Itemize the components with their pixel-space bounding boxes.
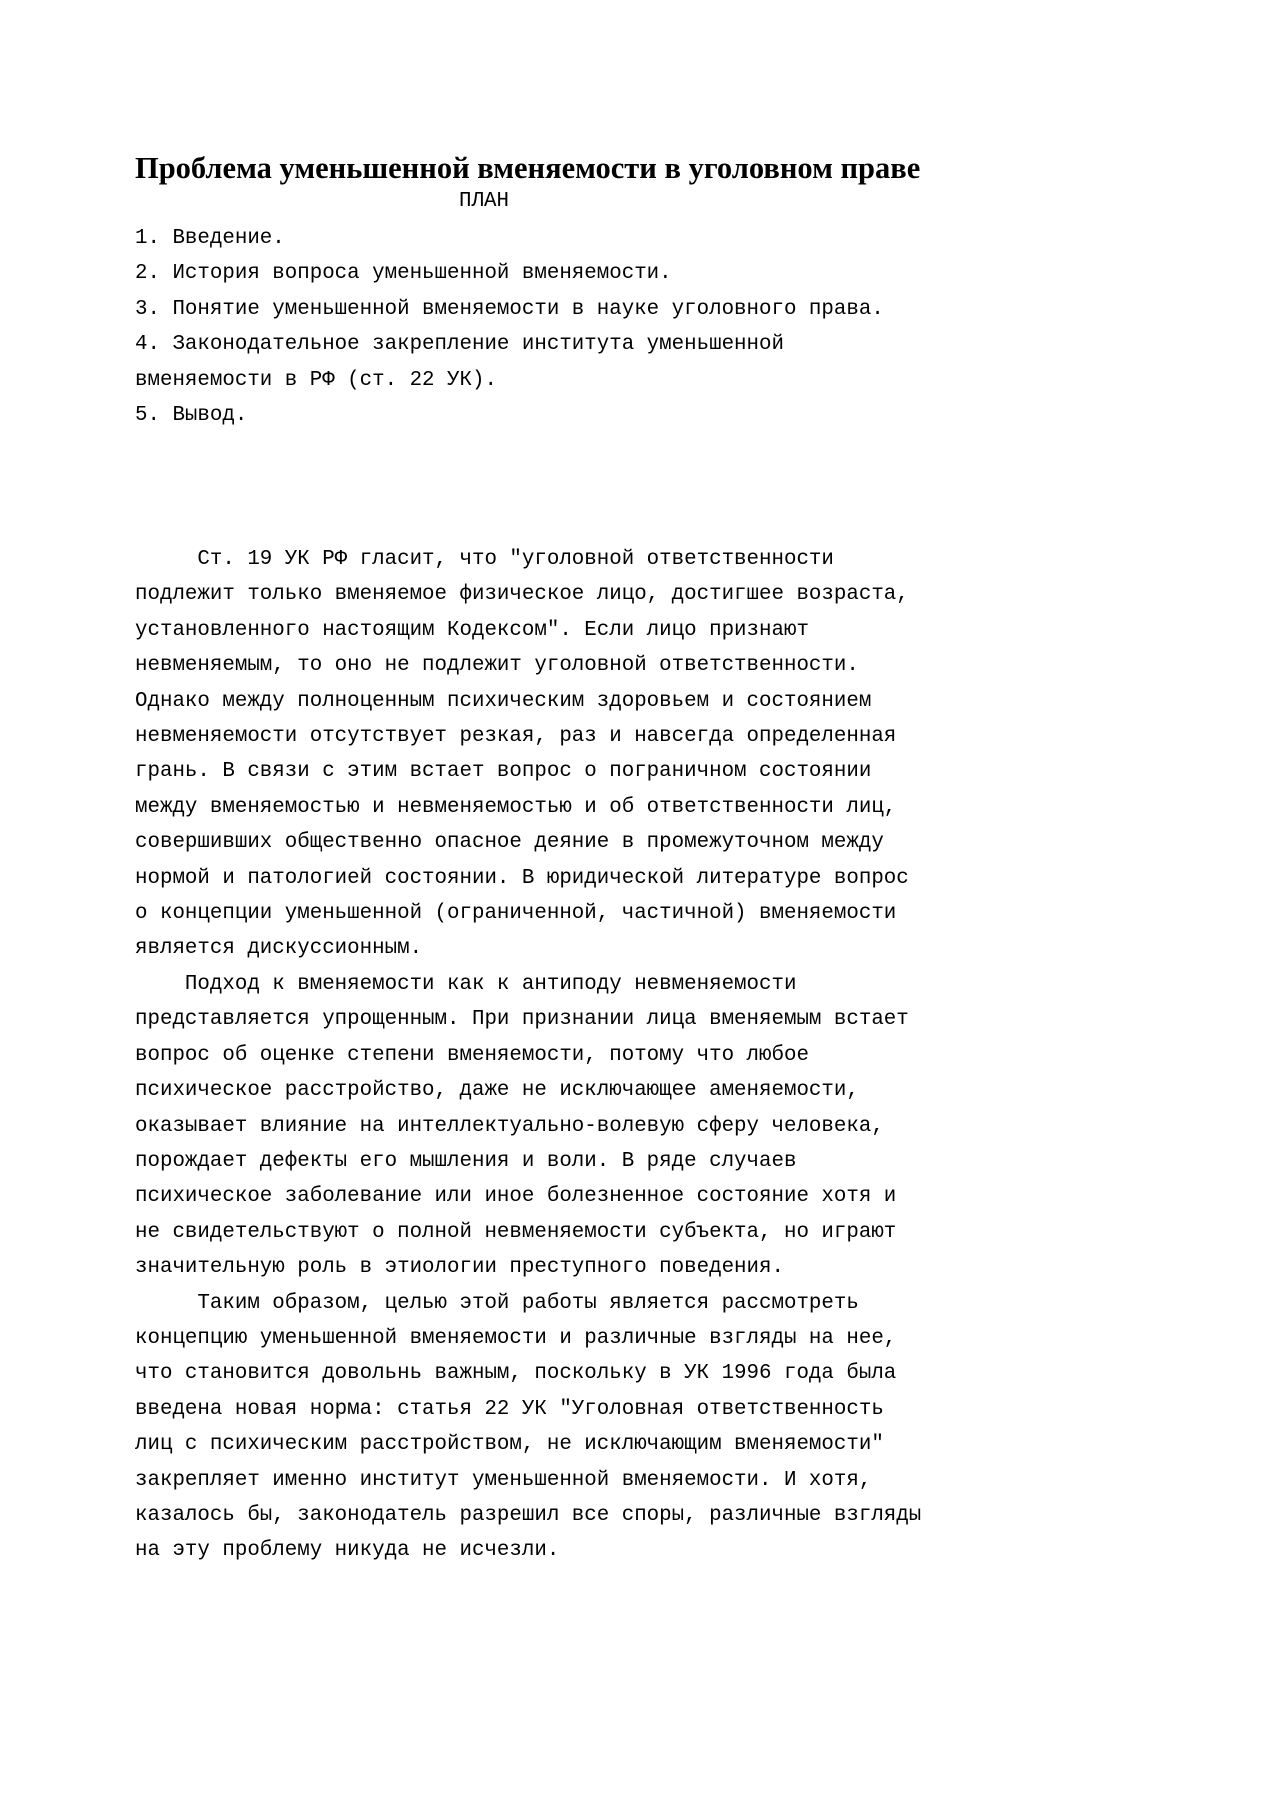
- document-header: [135, 148, 1145, 433]
- text-line: грань. В связи с этим встает вопрос о пограничном состоянии: [135, 760, 872, 784]
- text-line: психическое заболевание или иное болезненное состояние хотя и: [135, 1185, 897, 1209]
- text-line: Ст. 19 УК РФ гласит, что "уголовной ответственности: [135, 548, 834, 571]
- text-line: значительную роль в этиологии преступного поведения.: [135, 1256, 784, 1280]
- text-line: нормой и патологией состоянии. В юридической литературе вопрос: [135, 866, 909, 890]
- plan-item: 4. Законодательное закрепление института уменьшенной: [135, 333, 784, 357]
- text-line: невменяемости отсутствует резкая, раз и навсегда определенная: [135, 725, 897, 749]
- text-line: является дискуссионным.: [135, 937, 423, 961]
- text-line: представляется упрощенным. При признании лица вменяемым встает: [135, 1008, 909, 1032]
- text-line: порождает дефекты его мышления и воли. В ряде случаев: [135, 1149, 797, 1173]
- text-line: между вменяемостью и невменяемостью и об ответственности лиц,: [135, 795, 897, 819]
- text-line: подлежит только вменяемое физическое лицо, достигшее возраста,: [135, 583, 909, 607]
- plan-item: 1. Введение.: [135, 227, 285, 250]
- text-line: закрепляет именно институт уменьшенной вменяемости. И хотя,: [135, 1468, 872, 1492]
- plan-item: 3. Понятие уменьшенной вменяемости в науке уголовного права.: [135, 297, 884, 321]
- plan-item: 5. Вывод.: [135, 404, 248, 428]
- document-body: [135, 542, 1145, 1569]
- text-line: совершивших общественно опасное деяние в промежуточном между: [135, 831, 884, 855]
- text-line: на эту проблему никуда не исчезли.: [135, 1539, 560, 1563]
- plan-heading: ПЛАН: [459, 190, 509, 213]
- text-line: о концепции уменьшенной (ограниченной, частичной) вменяемости: [135, 902, 897, 926]
- text-line: невменяемым, то оно не подлежит уголовной ответственности.: [135, 654, 859, 678]
- text-line: концепцию уменьшенной вменяемости и различные взгляды на нее,: [135, 1326, 897, 1350]
- text-line: вопрос об оценке степени вменяемости, потому что любое: [135, 1043, 809, 1067]
- text-line: казалось бы, законодатель разрешил все споры, различные взгляды: [135, 1503, 922, 1527]
- text-line: оказывает влияние на интеллектуально-волевую сферу человека,: [135, 1114, 884, 1138]
- text-line: установленного настоящим Кодексом". Если лицо признают: [135, 618, 809, 642]
- plan-item: вменяемости в РФ (ст. 22 УК).: [135, 368, 497, 392]
- text-line: психическое расстройство, даже не исключающее аменяемости,: [135, 1079, 859, 1103]
- paragraph-3: [135, 1286, 1145, 1569]
- text-line: не свидетельствуют о полной невменяемости субъекта, но играют: [135, 1220, 897, 1244]
- plan-list: [135, 221, 1145, 433]
- document-title: Проблема уменьшенной вменяемости в уголовном праве: [135, 151, 921, 185]
- paragraph-1: [135, 542, 1145, 967]
- plan-item: 2. История вопроса уменьшенной вменяемости.: [135, 262, 672, 286]
- text-line: введена новая норма: статья 22 УК "Уголовная ответственность: [135, 1397, 884, 1421]
- paragraph-2: [135, 967, 1145, 1286]
- text-line: лиц с психическим расстройством, не исключающим вменяемости": [135, 1433, 884, 1457]
- text-line: Однако между полноценным психическим здоровьем и состоянием: [135, 689, 872, 713]
- text-line: Таким образом, целью этой работы является рассмотреть: [135, 1291, 859, 1315]
- text-line: что становится довольнь важным, поскольку в УК 1996 года была: [135, 1362, 897, 1386]
- text-line: Подход к вменяемости как к антиподу невменяемости: [135, 972, 797, 996]
